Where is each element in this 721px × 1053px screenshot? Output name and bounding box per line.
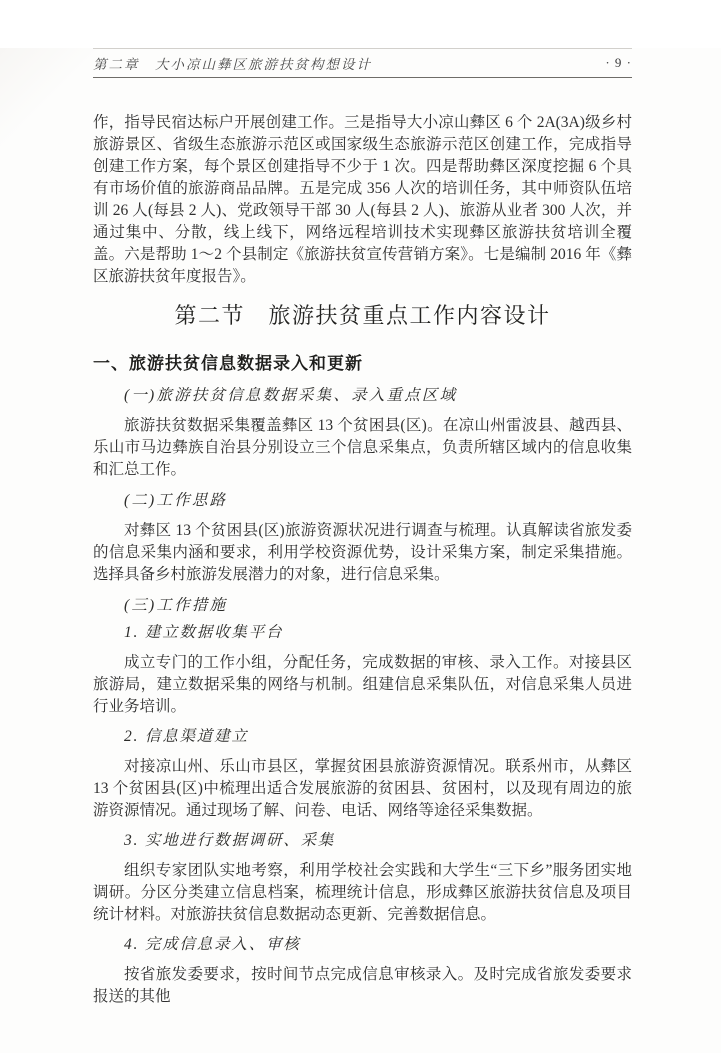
sub-item-heading-2: (二)工作思路 [124, 492, 228, 509]
body-paragraph: 对彝区 13 个贫困县(区)旅游资源状况进行调查与梳理。认真解读省旅发委的信息采集内涵和要求，利用学校资源优势，设计采集方案，制定采集措施。选择具备乡村旅游发展潜力的对象，进行信息采集。 [93, 522, 632, 583]
scanned-book-page [0, 48, 721, 1053]
sub-item-heading-3: (三)工作措施 [124, 597, 228, 614]
body-paragraph: 旅游扶贫数据采集覆盖彝区 13 个贫困县(区)。在凉山州雷波县、越西县、乐山市马边彝族自治县分别设立三个信息采集点，负责所辖区域内的信息收集和汇总工作。 [93, 417, 632, 478]
body-paragraph: 按省旅发委要求，按时间节点完成信息审核录入。及时完成省旅发委要求报送的其他 [93, 966, 632, 1005]
body-paragraph: 对接凉山州、乐山市县区，掌握贫困县旅游资源情况。联系州市，从彝区 13 个贫困县(区)中梳理出适合发展旅游的贫困县、贫困村，以及现有周边的旅游资源情况。通过现场了解、问卷、电话、网络等途径采集数据。 [93, 758, 632, 819]
numbered-item-heading-2: 2. 信息渠道建立 [124, 728, 249, 745]
body-paragraph: 组织专家团队实地考察，利用学校社会实践和大学生“三下乡”服务团实地调研。分区分类建立信息档案，梳理统计信息，形成彝区旅游扶贫信息及项目统计材料。对旅游扶贫信息数据动态更新、完善数据信息。 [93, 862, 632, 923]
numbered-item-heading-3: 3. 实地进行数据调研、采集 [124, 832, 336, 849]
numbered-item-heading-1: 1. 建立数据收集平台 [124, 624, 284, 641]
page-content [93, 78, 632, 1008]
numbered-item-heading-4: 4. 完成信息录入、审核 [124, 936, 301, 953]
running-header [93, 48, 632, 78]
body-paragraph: 成立专门的工作小组，分配任务，完成数据的审核、录入工作。对接县区旅游局，建立数据采集的网络与机制。组建信息采集队伍，对信息采集人员进行业务培训。 [93, 654, 632, 715]
subsection-heading: 一、旅游扶贫信息数据录入和更新 [93, 354, 363, 373]
sub-item-heading-1: (一)旅游扶贫信息数据采集、录入重点区域 [124, 387, 458, 404]
section-title: 第二节 旅游扶贫重点工作内容设计 [174, 303, 551, 328]
running-header-chapter-title: 第二章 大小凉山彝区旅游扶贫构想设计 [93, 57, 372, 72]
page-number: · 9 · [605, 55, 632, 70]
continued-paragraph: 作，指导民宿达标户开展创建工作。三是指导大小凉山彝区 6 个 2A(3A)级乡村旅游景区、省级生态旅游示范区或国家级生态旅游示范区创建工作，完成指导创建工作方案，每个景区创建指导不少于 1 次。四是帮助彝区深度挖掘 6 个具有市场价值的旅游商品品牌。五是完成 356 人次的培训任务，其中师资队伍培训 26 人(每县 2 人)、党政领导干部 30 人(每县 2 人)、旅游从业者 300 人次，并通过集中、分散，线上线下，网络远程培训技术实现彝区旅游扶贫培训全覆盖。六是帮助 1～2 个县制定《旅游扶贫宣传营销方案》。七是编制 2016 年《彝区旅游扶贫年度报告》。 [93, 114, 632, 285]
